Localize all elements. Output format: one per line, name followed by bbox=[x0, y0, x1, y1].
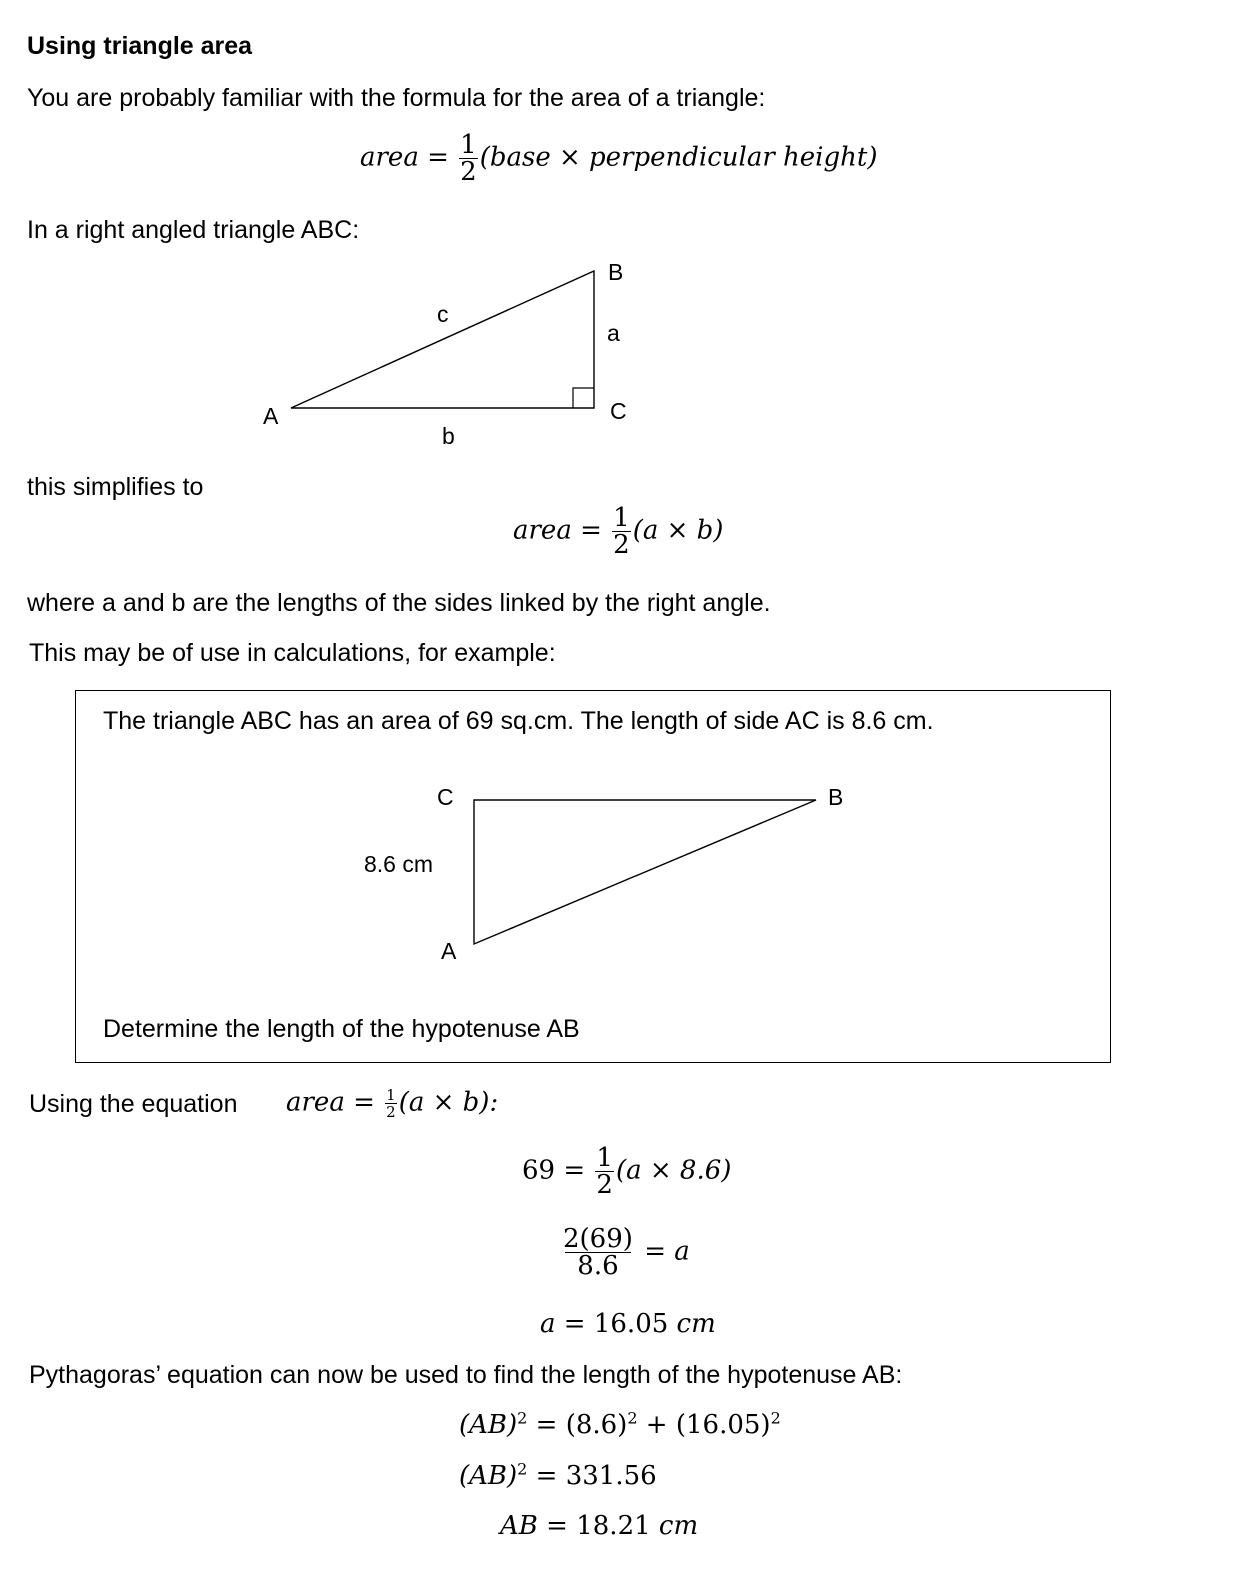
where-text: where a and b are the lengths of the sides linked by the right angle. bbox=[27, 589, 771, 617]
pythagoras-step-3 bbox=[500, 1511, 698, 1541]
use-text: This may be of use in calculations, for example: bbox=[29, 639, 556, 667]
formula-lhs: area bbox=[513, 515, 572, 546]
example-side-label: 8.6 cm bbox=[364, 851, 434, 877]
solution-step-2 bbox=[560, 1226, 690, 1279]
fraction-denominator: 2 bbox=[460, 157, 477, 187]
example-question: Determine the length of the hypotenuse AB bbox=[103, 1015, 580, 1043]
step-unit: cm bbox=[658, 1511, 699, 1541]
solution-step-1 bbox=[522, 1145, 731, 1198]
formula-equals: = bbox=[427, 142, 449, 173]
example-statement: The triangle ABC has an area of 69 sq.cm. The length of side AC is 8.6 cm. bbox=[103, 707, 934, 735]
fraction-denominator: 2 bbox=[596, 1170, 613, 1200]
fraction-denominator: 8.6 bbox=[565, 1252, 630, 1279]
pythagoras-step-2 bbox=[459, 1461, 657, 1491]
step-unit: cm bbox=[676, 1309, 716, 1339]
intro-text: You are probably familiar with the formula for the area of a triangle: bbox=[27, 84, 766, 112]
vertex-label-b: B bbox=[608, 259, 624, 285]
step-equals: = bbox=[563, 1155, 586, 1186]
fraction-half bbox=[595, 1145, 614, 1198]
fraction-numerator: 1 bbox=[613, 503, 630, 533]
step-equals: = bbox=[546, 1511, 568, 1541]
step-lhs: a bbox=[540, 1309, 556, 1339]
using-formula bbox=[286, 1087, 498, 1120]
pythagoras-text: Pythagoras’ equation can now be used to find the length of the hypotenuse AB: bbox=[29, 1361, 903, 1389]
exponent: 2 bbox=[517, 1408, 528, 1428]
formula-lhs: area bbox=[286, 1087, 345, 1118]
exponent: 2 bbox=[517, 1459, 528, 1479]
example-triangle-shape bbox=[474, 800, 816, 944]
simplifies-text: this simplifies to bbox=[27, 473, 204, 501]
fraction-denominator: 2 bbox=[613, 530, 630, 560]
step-lhs: (AB) bbox=[459, 1461, 518, 1491]
formula-rhs: (base × perpendicular height) bbox=[479, 142, 878, 173]
term-a: (8.6) bbox=[565, 1410, 628, 1440]
exponent: 2 bbox=[627, 1408, 638, 1428]
fraction-denominator: 2 bbox=[386, 1103, 396, 1121]
fraction-numerator: 1 bbox=[460, 130, 477, 160]
fraction-half bbox=[385, 1087, 397, 1120]
formula-equals: = bbox=[580, 515, 602, 546]
fraction-2x69-over-8.6 bbox=[562, 1226, 634, 1279]
step-lhs: 69 bbox=[522, 1155, 556, 1186]
example-vertex-a: A bbox=[441, 938, 457, 964]
step-equals: = bbox=[535, 1461, 558, 1491]
step-value: 16.05 bbox=[593, 1309, 669, 1339]
right-triangle-intro: In a right angled triangle ABC: bbox=[27, 216, 360, 244]
solution-step-3 bbox=[540, 1309, 716, 1339]
side-label-a: a bbox=[607, 320, 620, 346]
side-label-c: c bbox=[437, 301, 449, 327]
fraction-numerator: 1 bbox=[596, 1143, 613, 1173]
step-lhs: (AB) bbox=[459, 1410, 518, 1440]
vertex-label-c: C bbox=[610, 398, 627, 424]
step-rhs: = a bbox=[644, 1236, 690, 1267]
formula-equals: = bbox=[353, 1087, 375, 1118]
exponent: 2 bbox=[770, 1408, 781, 1428]
formula-rhs: (a × b): bbox=[398, 1087, 499, 1118]
formula-lhs: area bbox=[360, 142, 419, 173]
plus-sign: + bbox=[645, 1410, 668, 1440]
step-equals: = bbox=[535, 1410, 558, 1440]
example-vertex-c: C bbox=[437, 784, 454, 810]
page-title: Using triangle area bbox=[27, 32, 253, 60]
step-value: 331.56 bbox=[565, 1461, 657, 1491]
term-b: (16.05) bbox=[675, 1410, 771, 1440]
pythagoras-step-1 bbox=[459, 1410, 781, 1440]
vertex-label-a: A bbox=[263, 403, 279, 429]
step-rhs: (a × 8.6) bbox=[615, 1155, 732, 1186]
formula-rhs: (a × b) bbox=[632, 515, 724, 546]
step-value: 18.21 bbox=[576, 1511, 651, 1541]
step-lhs: AB bbox=[500, 1511, 538, 1541]
side-label-b: b bbox=[442, 423, 455, 449]
step-equals: = bbox=[563, 1309, 586, 1339]
using-equation-text: Using the equation bbox=[29, 1090, 238, 1118]
fraction-numerator: 2(69) bbox=[563, 1224, 633, 1254]
fraction-numerator: 1 bbox=[386, 1086, 396, 1104]
example-vertex-b: B bbox=[828, 784, 844, 810]
